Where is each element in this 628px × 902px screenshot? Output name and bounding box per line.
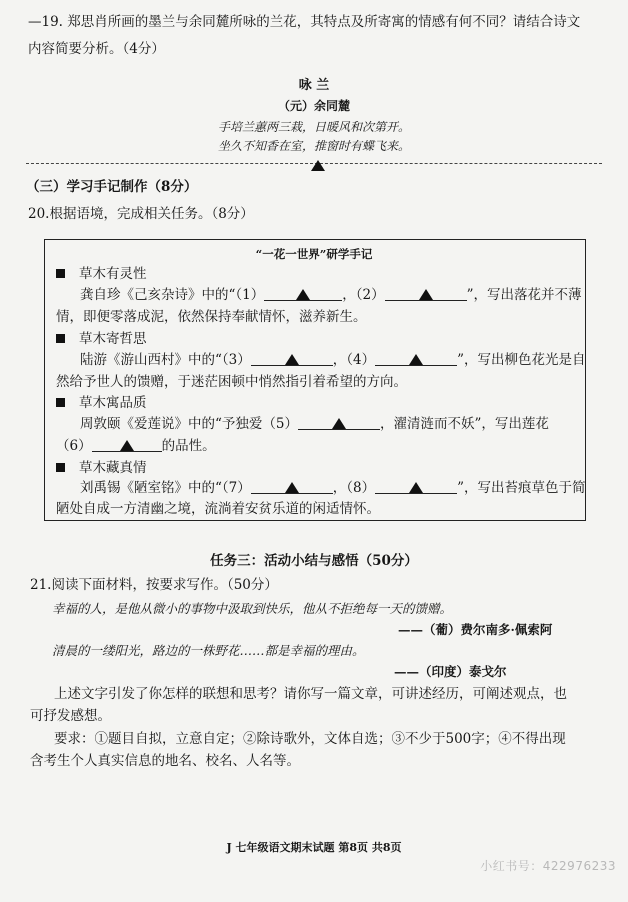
quote-1: 幸福的人，是他从微小的事物中汲取到快乐，他从不拒绝每一天的馈赠。 xyxy=(52,601,453,616)
notebook-line-1a: 龚自珍《己亥杂诗》中的“（1） ，（2） ”，写出落花并不薄 xyxy=(80,287,582,303)
notebook-title: “一花一世界”研学手记 xyxy=(255,247,373,261)
quote-1-attribution: ——（葡）费尔南多·佩索阿 xyxy=(398,622,553,637)
answer-blank-7[interactable] xyxy=(251,480,333,494)
notebook-line-4a: 刘禹锡《陋室铭》中的“（7） ，（8） ”，写出苔痕草色于简 xyxy=(80,480,586,496)
task3-heading: 任务三：活动小结与感悟（50分） xyxy=(210,553,418,569)
answer-blank-6[interactable] xyxy=(92,438,162,452)
notebook-heading-4: 草木藏真情 xyxy=(56,460,147,476)
writing-prompt-line2: 可抒发感想。 xyxy=(30,708,111,724)
notebook-line-3a: 周敦颐《爱莲说》中的“予独爱（5） ，濯清涟而不妖”，写出莲花 xyxy=(80,416,549,432)
q21-prompt: 21.阅读下面材料，按要求写作。（50分） xyxy=(30,577,278,593)
poem-title: 咏 兰 xyxy=(298,78,330,93)
poem-line2: 坐久不知香在室，推窗时有蝶飞来。 xyxy=(217,139,410,153)
notebook-heading-1: 草木有灵性 xyxy=(56,266,147,282)
writing-requirements-line2: 含考生个人真实信息的地名、校名、人名等。 xyxy=(30,753,300,769)
q19-line2: 内容简要分析。（4分） xyxy=(28,41,165,57)
notebook-heading-2: 草木寄哲思 xyxy=(56,331,147,347)
section3-heading: （三）学习手记制作（8分） xyxy=(26,179,198,195)
poem-line1: 手培兰蕙两三栽，日暖风和次第开。 xyxy=(217,120,410,134)
page-footer: J 七年级语文期末试题 第8页 共8页 xyxy=(226,841,402,854)
answer-blank-2[interactable] xyxy=(385,287,467,301)
square-bullet-icon xyxy=(56,463,65,472)
answer-blank-3[interactable] xyxy=(251,352,333,366)
watermark: 小红书号：422976233 xyxy=(480,859,616,873)
poem-author: （元）余同麓 xyxy=(277,99,350,113)
writing-requirements-line1: 要求：①题目自拟，立意自定；②除诗歌外，文体自选；③不少于500字；④不得出现 xyxy=(54,731,566,747)
quote-2-attribution: ——（印度）泰戈尔 xyxy=(394,664,507,679)
answer-blank-1[interactable] xyxy=(264,287,342,301)
notebook-line-4b: 陋处自成一方清幽之境，流淌着安贫乐道的闲适情怀。 xyxy=(56,501,380,517)
q19-line1: —19. 郑思肖所画的墨兰与余同麓所咏的兰花，其特点及所寄寓的情感有何不同？请结合诗文 xyxy=(28,14,581,30)
notebook-line-2a: 陆游《游山西村》中的“（3） ，（4） ”，写出柳色花光是自 xyxy=(80,352,586,368)
notebook-line-3b: （6） 的品性。 xyxy=(56,438,216,454)
answer-blank-8[interactable] xyxy=(375,480,457,494)
answer-blank-5[interactable] xyxy=(298,416,380,430)
notebook-line-1b: 情，即便零落成泥，依然保持奉献情怀，滋养新生。 xyxy=(56,309,367,325)
answer-blank-4[interactable] xyxy=(375,352,457,366)
q20-prompt: 20.根据语境，完成相关任务。（8分） xyxy=(28,206,254,222)
square-bullet-icon xyxy=(56,398,65,407)
square-bullet-icon xyxy=(56,269,65,278)
quote-2: 清晨的一缕阳光，路边的一株野花……都是幸福的理由。 xyxy=(52,643,365,658)
notebook-heading-3: 草木寓品质 xyxy=(56,395,147,411)
notebook-line-2b: 然给予世人的馈赠，于迷茫困顿中悄然指引着希望的方向。 xyxy=(56,374,407,390)
writing-prompt-line1: 上述文字引发了你怎样的联想和思考？请你写一篇文章，可讲述经历，可阐述观点，也 xyxy=(54,686,567,702)
cut-line-marker-icon xyxy=(311,155,325,174)
square-bullet-icon xyxy=(56,334,65,343)
